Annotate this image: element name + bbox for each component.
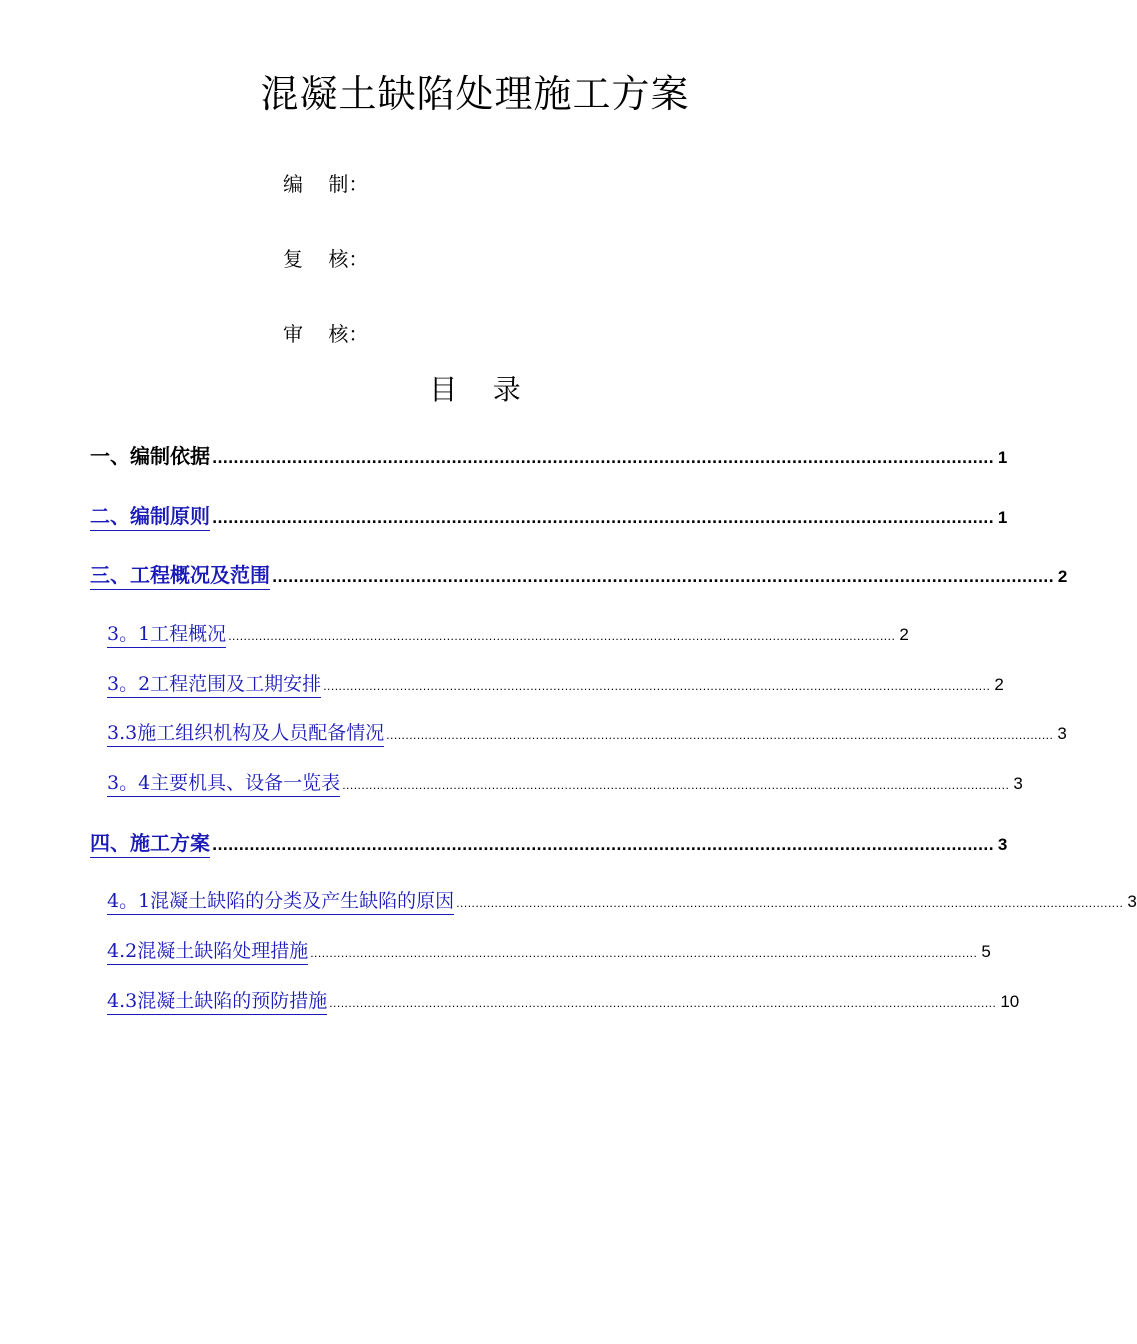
toc-entry-3-3[interactable] — [107, 718, 1067, 748]
toc-entry-link[interactable]: 3.3施工组织机构及人员配备情况 — [107, 718, 384, 747]
toc-entry-3-2[interactable] — [107, 669, 1004, 699]
toc-entry-4-1[interactable] — [107, 886, 1137, 916]
toc-entry-link[interactable]: 4.3混凝土缺陷的预防措施 — [107, 986, 327, 1015]
toc-entry-4-2[interactable] — [107, 936, 991, 966]
toc-leader-dots: ................................................................................................................................................... — [212, 838, 994, 854]
toc-entry-link[interactable]: 3。2工程范围及工期安排 — [107, 669, 321, 698]
toc-entry-link[interactable]: 3。4主要机具、设备一览表 — [107, 768, 340, 797]
toc-page-number: 3 — [997, 835, 1008, 854]
toc-entry-link[interactable]: 3。1工程概况 — [107, 619, 226, 648]
toc-leader-dots: .............................................................................................................................................................................. — [228, 629, 896, 643]
toc-entry-link[interactable]: 四、施工方案 — [90, 827, 210, 858]
toc-heading: 目 录 — [429, 373, 521, 406]
toc-page-number: 3 — [1057, 724, 1067, 743]
document-title: 混凝土缺陷处理施工方案 — [260, 72, 690, 116]
toc-entry-link[interactable]: 三、工程概况及范围 — [90, 559, 270, 590]
toc-leader-dots: .............................................................................................................................................................................. — [310, 946, 978, 960]
toc-entry-link[interactable]: 4.2混凝土缺陷处理措施 — [107, 936, 308, 965]
toc-leader-dots: ................................................................................................................................................... — [212, 451, 994, 467]
toc-page-number: 2 — [899, 625, 909, 644]
toc-page-number: 2 — [1057, 567, 1068, 586]
toc-leader-dots: .............................................................................................................................................................................. — [329, 996, 997, 1010]
toc-leader-dots: ................................................................................................................................................... — [212, 511, 994, 527]
toc-leader-dots: .............................................................................................................................................................................. — [386, 728, 1054, 742]
toc-entry-link[interactable]: 4。1混凝土缺陷的分类及产生缺陷的原因 — [107, 886, 454, 915]
toc-page-number: 1 — [997, 508, 1008, 527]
toc-entry-3-4[interactable] — [107, 768, 1023, 798]
toc-entry-1[interactable] — [90, 440, 1008, 470]
toc-entry-4[interactable] — [90, 827, 1008, 857]
toc-page-number: 10 — [1000, 992, 1020, 1011]
toc-leader-dots: ................................................................................................................................................... — [272, 570, 1054, 586]
toc-leader-dots: .............................................................................................................................................................................. — [456, 896, 1124, 910]
toc-page-number: 3 — [1127, 892, 1137, 911]
reviewed-by-label: 复 核： — [283, 247, 369, 271]
toc-entry-2[interactable] — [90, 500, 1008, 530]
toc-entry-link[interactable]: 二、编制原则 — [90, 500, 210, 531]
audited-by-label: 审 核： — [283, 322, 369, 346]
toc-page-number: 2 — [994, 675, 1004, 694]
toc-page-number: 5 — [981, 942, 991, 961]
toc-page-number: 3 — [1013, 774, 1023, 793]
toc-entry-4-3[interactable] — [107, 986, 1020, 1016]
toc-entry-3[interactable] — [90, 559, 1068, 589]
toc-entry-label[interactable]: 一、编制依据 — [90, 444, 210, 468]
toc-leader-dots: .............................................................................................................................................................................. — [342, 778, 1010, 792]
compiled-by-label: 编 制： — [283, 172, 369, 196]
toc-page-number: 1 — [997, 448, 1008, 467]
toc-leader-dots: .............................................................................................................................................................................. — [323, 679, 991, 693]
toc-entry-3-1[interactable] — [107, 619, 909, 649]
